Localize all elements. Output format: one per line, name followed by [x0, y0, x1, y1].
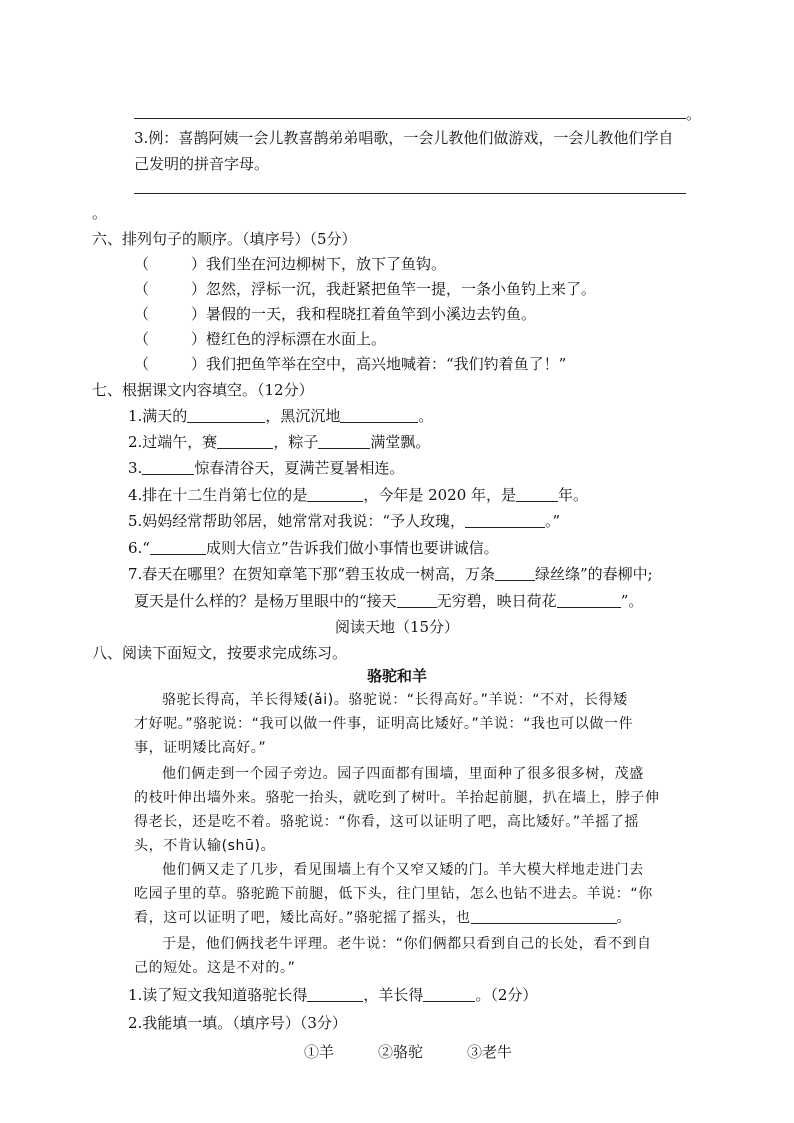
option-sheep: ①羊	[304, 1043, 335, 1061]
order-item-text: ）橙红色的浮标漂在水面上。	[191, 330, 387, 348]
fill-q5	[128, 511, 560, 531]
q-text: ”。	[620, 592, 644, 610]
open-paren: （	[134, 355, 150, 373]
story-text: 。	[616, 910, 632, 926]
order-item-1	[134, 254, 446, 274]
story-line: 头，不肯认输(shū)。	[134, 838, 276, 854]
answer-line[interactable]	[134, 118, 686, 119]
story-line: 吃园子里的草。骆驼跪下前腿，低下头，往门里钻，怎么也钻不进去。羊说：“你	[134, 886, 653, 902]
q-text: 满堂飘。	[370, 433, 431, 451]
end-mark: 。	[92, 204, 108, 222]
part7-title: 七、根据课文内容填空。（12分）	[92, 381, 314, 399]
part8-title: 八、阅读下面短文，按要求完成练习。	[92, 644, 348, 662]
example-3-line1	[134, 128, 673, 148]
q-text: 1.读了短文我知道骆驼长得	[128, 986, 308, 1004]
q-text: 6.“	[128, 539, 150, 557]
story-text: 看，这可以证明了吧，矮比高好。”骆驼摇了摇头，也	[134, 910, 471, 926]
q-text: 夏天是什么样的？是杨万里眼中的“接天	[134, 592, 397, 610]
story-line: 骆驼长得高，羊长得矮(ǎi)。骆驼说：“长得高好。”羊说：“不对，长得矮	[162, 692, 628, 708]
story-line: 于是，他们俩找老牛评理。老牛说：“你们俩都只看到自己的长处，看不到自	[162, 936, 652, 952]
story-line: 才好呢。”骆驼说：“我可以做一件事，证明高比矮好。”羊说：“我也可以做一件	[134, 716, 634, 732]
fill-q3	[128, 458, 404, 478]
story-line: 他们俩走到一个园子旁边。园子四面都有围墙，里面种了很多很多树，茂盛	[162, 766, 644, 782]
q-text: ，今年是 2020 年，是	[363, 486, 517, 504]
order-item-text: ）我们把鱼竿举在空中，高兴地喊着：“我们钓着鱼了！”	[191, 355, 567, 373]
fill-q6	[128, 538, 499, 558]
example-label: 3.例：	[134, 129, 179, 147]
fill-blank[interactable]	[217, 433, 273, 449]
fill-blank[interactable]	[397, 592, 437, 608]
q-text: 2.过端午，赛	[128, 433, 218, 451]
order-item-2	[134, 279, 596, 299]
order-item-3	[134, 304, 536, 324]
q-text: 4.排在十二生肖第七位的是	[128, 486, 308, 504]
q-text: 7.春天在哪里？在贺知章笔下那“碧玉妆成一树高，万条	[128, 565, 495, 583]
q-text: 绿丝绦”的春柳中;	[534, 565, 653, 583]
order-item-5	[134, 354, 566, 374]
fill-blank[interactable]	[187, 407, 265, 423]
story-line-with-blank	[134, 908, 631, 928]
q-text: 。（2分）	[475, 986, 538, 1004]
fill-q7b	[134, 591, 643, 611]
option-ox: ③老牛	[467, 1043, 513, 1061]
q-text: 。	[418, 407, 434, 425]
story-line: 事，证明矮比高好。”	[134, 740, 267, 756]
order-item-text: ）暑假的一天，我和程晓扛着鱼竿到小溪边去钓鱼。	[191, 305, 537, 323]
fill-blank[interactable]	[340, 407, 418, 423]
q-text: 成则大信立”告诉我们做小事情也要讲诚信。	[205, 539, 499, 557]
story-line: 他们俩又走了几步，看见围墙上有个又窄又矮的门。羊大模大样地走进门去	[162, 862, 644, 878]
example-3-line2: 己发明的拼音字母。	[134, 155, 270, 173]
q-text: 3.	[128, 459, 143, 477]
fill-blank[interactable]	[150, 539, 206, 555]
story-line: 己的短处。这是不对的。”	[134, 960, 296, 976]
part6-title: 六、排列句子的顺序。（填序号）（5分）	[92, 230, 357, 248]
reading-q1	[128, 985, 537, 1005]
fill-q7a	[128, 564, 653, 584]
fill-blank[interactable]	[516, 486, 558, 502]
q-text: ，粽子	[273, 433, 319, 451]
q-text: ，黑沉沉地	[265, 407, 341, 425]
open-paren: （	[134, 305, 150, 323]
fill-blank[interactable]	[307, 486, 363, 502]
fill-blank[interactable]	[307, 986, 363, 1002]
fill-blank[interactable]	[318, 433, 370, 449]
reading-q2: 2.我能填一填。（填序号）（3分）	[128, 1014, 347, 1032]
fill-blank[interactable]	[557, 592, 621, 608]
story-line: 得老长，还是吃不着。骆驼说：“你看，这可以证明了吧，高比矮好。”羊摇了摇	[134, 814, 640, 830]
reading-section-title: 阅读天地（15分）	[334, 618, 460, 636]
q-text: 1.满天的	[128, 407, 188, 425]
fill-blank[interactable]	[471, 908, 617, 924]
fill-blank[interactable]	[423, 986, 475, 1002]
q-text: 年。	[558, 486, 589, 504]
open-paren: （	[134, 280, 150, 298]
answer-options	[304, 1042, 556, 1062]
q-text: ，羊长得	[363, 986, 424, 1004]
order-item-text: ）我们坐在河边柳树下，放下了鱼钩。	[191, 255, 447, 273]
story-line: 的枝叶伸出墙外来。骆驼一抬头，就吃到了树叶。羊抬起前腿，扒在墙上，脖子伸	[134, 790, 660, 806]
q-text: 无穷碧，映日荷花	[436, 592, 557, 610]
q-text: 5.妈妈经常帮助邻居，她常常对我说：“予人玫瑰，	[128, 512, 465, 530]
option-camel: ②骆驼	[378, 1043, 424, 1061]
fill-blank[interactable]	[465, 512, 545, 528]
fill-q4	[128, 485, 588, 505]
order-item-text: ）忽然，浮标一沉，我赶紧把鱼竿一提，一条小鱼钓上来了。	[191, 280, 597, 298]
q-text: 惊春清谷天，夏满芒夏暑相连。	[194, 459, 405, 477]
story-title: 骆驼和羊	[366, 667, 427, 685]
order-item-4	[134, 329, 386, 349]
q-text: 。”	[544, 512, 561, 530]
fill-blank[interactable]	[142, 459, 194, 475]
fill-blank[interactable]	[495, 565, 535, 581]
open-paren: （	[134, 330, 150, 348]
example-text: 喜鹊阿姨一会儿教喜鹊弟弟唱歌，一会儿教他们做游戏，一会儿教他们学自	[178, 129, 674, 147]
open-paren: （	[134, 255, 150, 273]
fill-q2	[128, 432, 430, 452]
fill-q1	[128, 406, 433, 426]
end-mark: 。	[686, 105, 702, 123]
answer-line[interactable]	[134, 193, 686, 194]
